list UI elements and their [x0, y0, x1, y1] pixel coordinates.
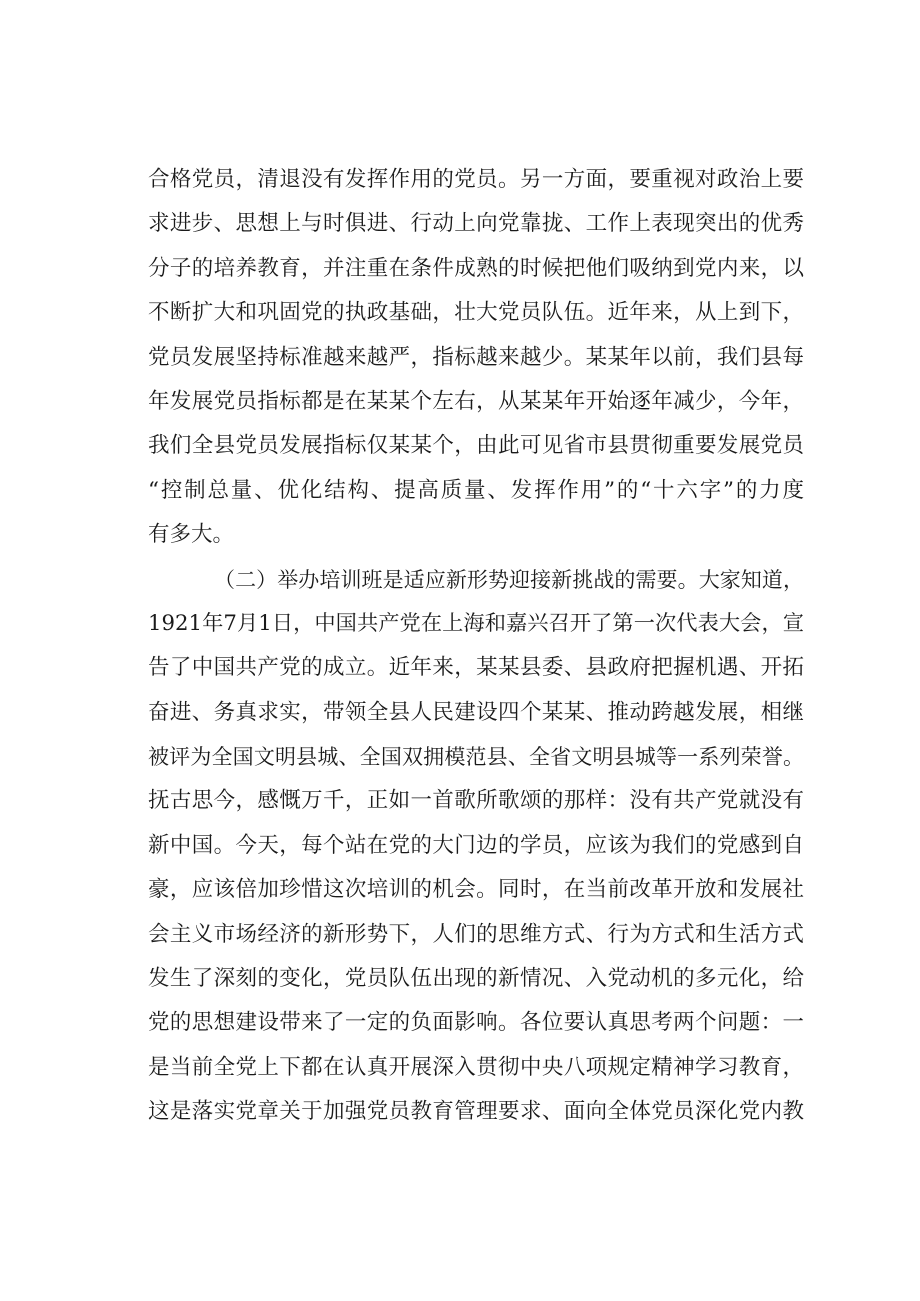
paragraph-2	[148, 558, 804, 1135]
text-line: 告了中国共产党的成立。近年来，某某县委、县政府把握机遇、开拓	[148, 655, 804, 681]
text-line: 1921年7月1日，中国共产党在上海和嘉兴召开了第一次代表大会，宣	[148, 610, 804, 636]
text-line: 年发展党员指标都是在某某个左右，从某某年开始逐年减少，今年，	[148, 388, 804, 414]
text-line: 不断扩大和巩固党的执政基础，壮大党员队伍。近年来，从上到下，	[148, 300, 804, 326]
text-line: 这是落实党章关于加强党员教育管理要求、面向全体党员深化党内教	[148, 1099, 804, 1125]
text-line: 奋进、务真求实，带领全县人民建设四个某某、推动跨越发展，相继	[148, 699, 804, 725]
text-line: 新中国。今天，每个站在党的大门边的学员，应该为我们的党感到自	[148, 832, 804, 858]
text-line: 党的思想建设带来了一定的负面影响。各位要认真思考两个问题：一	[148, 1010, 804, 1036]
text-line: 是当前全党上下都在认真开展深入贯彻中央八项规定精神学习教育，	[148, 1054, 804, 1080]
text-line: 抚古思今，感慨万千，正如一首歌所歌颂的那样：没有共产党就没有	[148, 788, 804, 814]
text-line: 党员发展坚持标准越来越严，指标越来越少。某某年以前，我们县每	[148, 344, 804, 370]
text-line: 豪，应该倍加珍惜这次培训的机会。同时，在当前改革开放和发展社	[148, 877, 804, 903]
text-line: 会主义市场经济的新形势下，人们的思维方式、行为方式和生活方式	[148, 921, 804, 947]
text-line: 合格党员，清退没有发挥作用的党员。另一方面，要重视对政治上要	[148, 167, 804, 192]
text-line-indented: （二）举办培训班是适应新形势迎接新挑战的需要。大家知道，	[214, 567, 804, 592]
text-line: “控制总量、优化结构、提高质量、发挥作用”的“十六字”的力度	[148, 477, 804, 503]
text-line: 我们全县党员发展指标仅某某个，由此可见省市县贯彻重要发展党员	[148, 433, 804, 459]
text-line: 分子的培养教育，并注重在条件成熟的时候把他们吸纳到党内来，以	[148, 255, 804, 281]
paragraph-1	[148, 158, 804, 558]
text-line: 求进步、思想上与时俱进、行动上向党靠拢、工作上表现突出的优秀	[148, 211, 804, 237]
document-body	[148, 158, 804, 1135]
text-line: 有多大。	[148, 522, 235, 548]
text-line: 发生了深刻的变化，党员队伍出现的新情况、入党动机的多元化，给	[148, 966, 804, 992]
text-line: 被评为全国文明县城、全国双拥模范县、全省文明县城等一系列荣誉。	[148, 745, 804, 770]
